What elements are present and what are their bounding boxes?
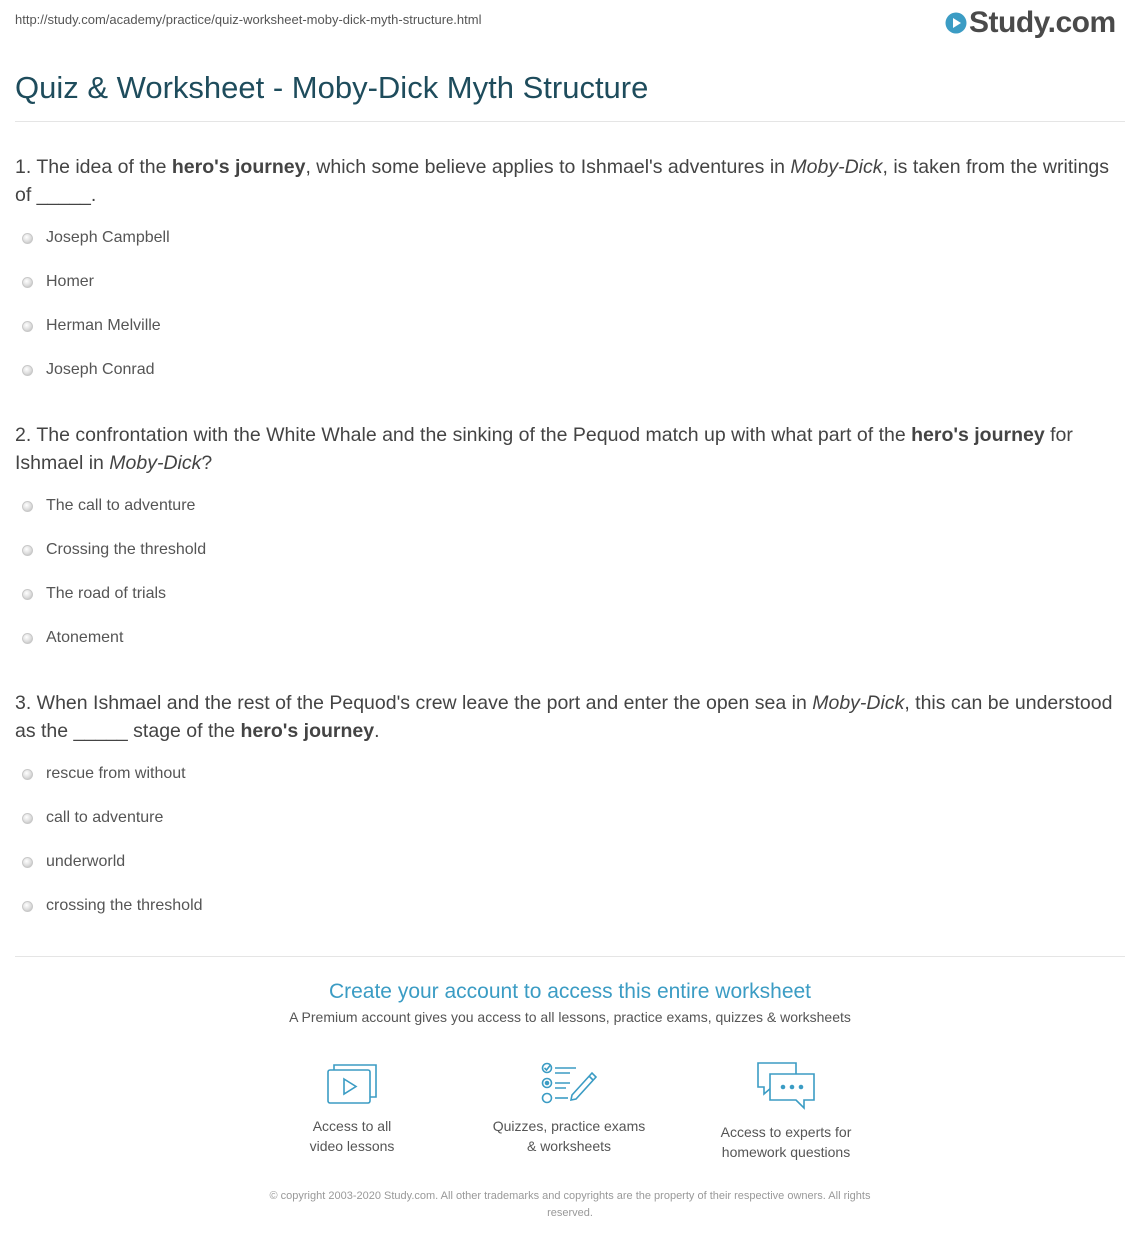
answer-option[interactable]: underworld	[22, 853, 125, 871]
premium-description: A Premium account gives you access to all lessons, practice exams, quizzes & worksheets	[289, 1009, 851, 1025]
create-account-link[interactable]: Create your account to access this entire worksheet	[328, 980, 812, 1003]
radio-button[interactable]	[22, 633, 33, 644]
radio-button[interactable]	[22, 813, 33, 824]
radio-button[interactable]	[22, 769, 33, 780]
page-url: http://study.com/academy/practice/quiz-worksheet-moby-dick-myth-structure.html	[15, 12, 482, 27]
study-logo[interactable]	[945, 6, 1116, 40]
radio-button[interactable]	[22, 277, 33, 288]
answer-option[interactable]: Herman Melville	[22, 317, 161, 335]
radio-button[interactable]	[22, 365, 33, 376]
feature-quizzes: Quizzes, practice exams & worksheets	[469, 1060, 669, 1156]
logo-text: Study.com	[969, 6, 1116, 39]
answer-option[interactable]: rescue from without	[22, 765, 186, 783]
question-1: 1. The idea of the hero's journey, which some believe applies to Ishmael's adventures in Moby-Dick, is taken from the writings of _____.	[15, 156, 1110, 206]
play-circle-icon	[945, 12, 967, 34]
answer-option[interactable]: Crossing the threshold	[22, 541, 206, 559]
radio-button[interactable]	[22, 501, 33, 512]
answer-option[interactable]: Homer	[22, 273, 94, 291]
answer-option[interactable]: The road of trials	[22, 585, 166, 603]
answer-option[interactable]: crossing the threshold	[22, 897, 203, 915]
feature-video-lessons: Access to all video lessons	[252, 1060, 452, 1156]
answer-option[interactable]: Joseph Campbell	[22, 229, 170, 247]
radio-button[interactable]	[22, 233, 33, 244]
video-lessons-icon	[325, 1060, 379, 1106]
page-title: Quiz & Worksheet - Moby-Dick Myth Structure	[15, 70, 649, 105]
answer-option[interactable]: call to adventure	[22, 809, 163, 827]
answer-option[interactable]: Atonement	[22, 629, 123, 647]
radio-button[interactable]	[22, 901, 33, 912]
radio-button[interactable]	[22, 545, 33, 556]
question-2: 2. The confrontation with the White Whale and the sinking of the Pequod match up with what part of the hero's journey for Ishmael in Moby-Dick?	[15, 424, 1073, 474]
question-3: 3. When Ishmael and the rest of the Pequod's crew leave the port and enter the open sea in Moby-Dick, this can be understood as the _____ stage of the hero's journey.	[15, 692, 1113, 742]
chat-bubbles-icon	[754, 1060, 818, 1112]
answer-option[interactable]: Joseph Conrad	[22, 361, 155, 379]
radio-button[interactable]	[22, 589, 33, 600]
quiz-checklist-icon	[540, 1060, 598, 1106]
radio-button[interactable]	[22, 321, 33, 332]
radio-button[interactable]	[22, 857, 33, 868]
copyright-notice: © copyright 2003-2020 Study.com. All other trademarks and copyrights are the property of their respective owners. All rights reserved.	[269, 1190, 871, 1219]
feature-experts: Access to experts for homework questions	[686, 1060, 886, 1162]
title-divider	[15, 121, 1125, 122]
answer-option[interactable]: The call to adventure	[22, 497, 195, 515]
section-divider	[15, 956, 1125, 957]
